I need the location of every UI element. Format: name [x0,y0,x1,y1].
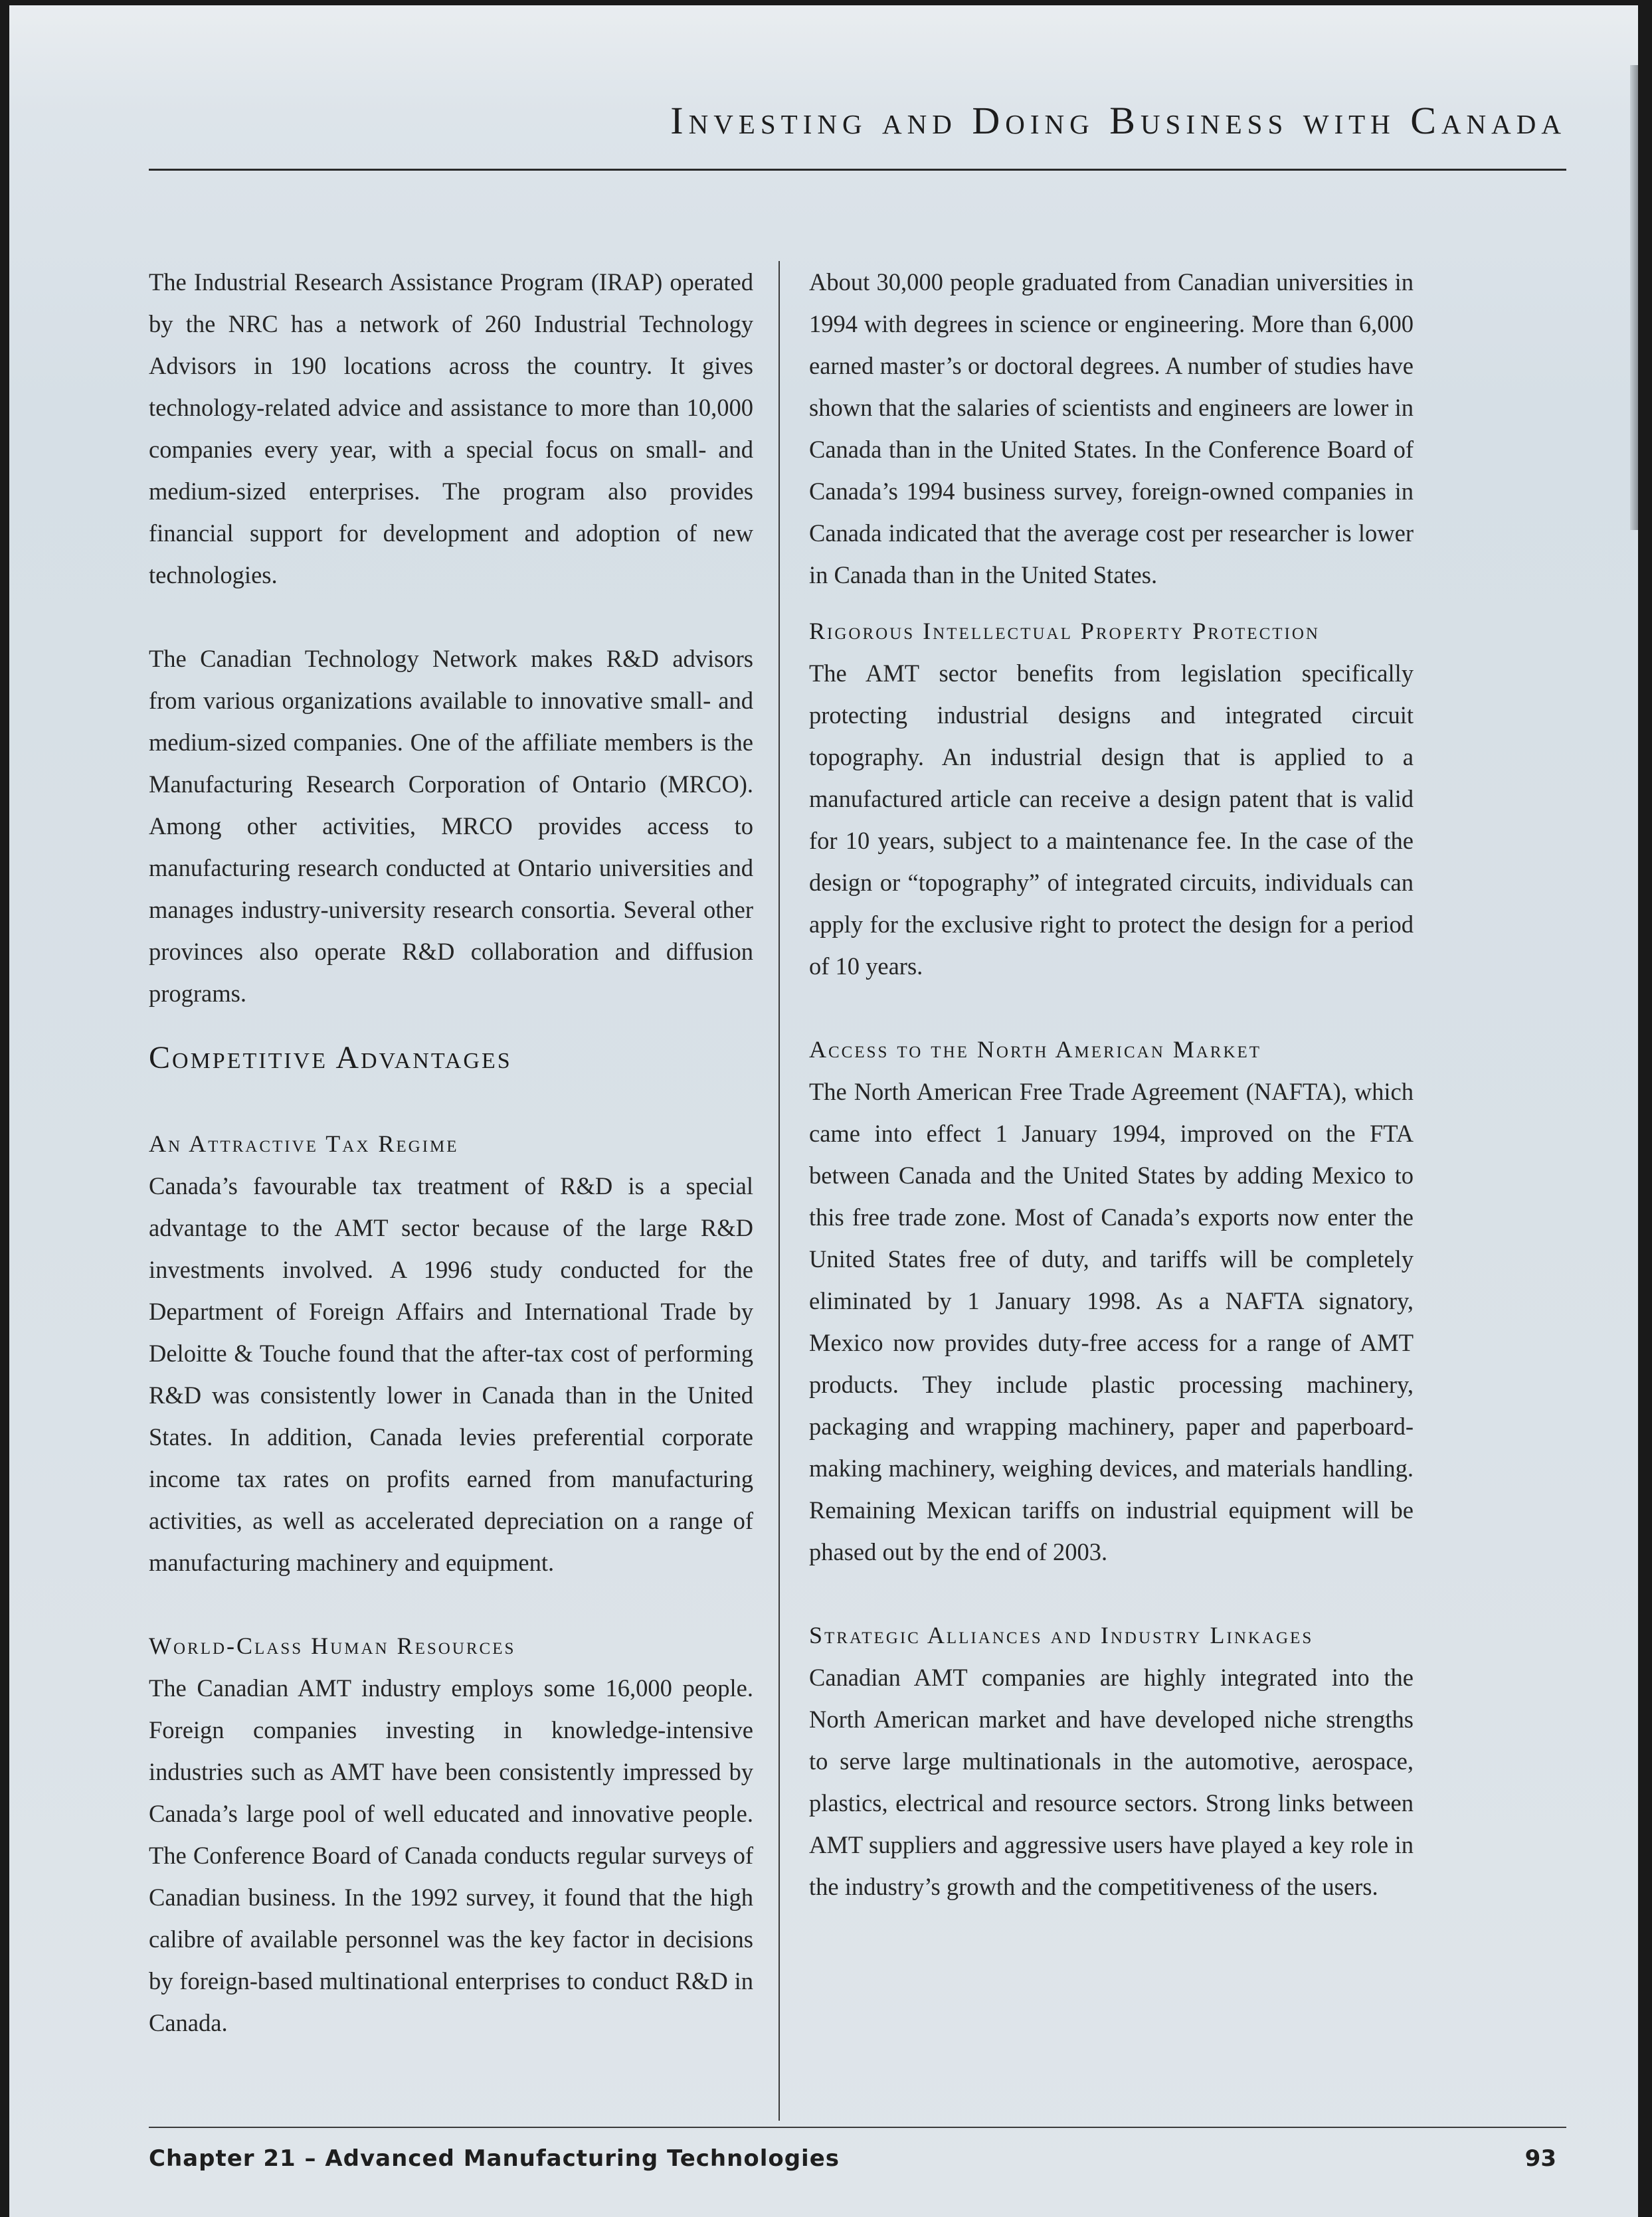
subheading-tax-regime: An Attractive Tax Regime [149,1130,459,1157]
column-divider [779,261,780,2121]
paragraph-ctn: The Canadian Technology Network makes R&D advisors from various organizations available to innovative small- and medium-sized companies. One of the affiliate members is the Manufacturing Research Corporation of Ontario (MRCO). Among other activities, MRCO provides access to manufacturing research conducted at Ontario universities and manages industry-university research consortia. Several other provinces also operate R&D collaboration and diffusion programs. [149,645,753,1007]
paragraph-gap [809,596,1414,610]
paragraph-gap [149,1583,753,1625]
right-column [809,261,1414,1907]
paragraph-north-american-market: The North American Free Trade Agreement (NAFTA), which came into effect 1 January 1994, improved on the FTA between Canada and the United States by adding Mexico to this free trade zone. Most of Canada’s exports now enter the United States free of duty, and tariffs will be completely eliminated by 1 January 1998. As a NAFTA signatory, Mexico now provides duty-free access for a range of AMT products. They include plastic processing machinery, packaging and wrapping machinery, paper and paperboard-making machinery, weighing devices, and materials handling. Remaining Mexican tariffs on industrial equipment will be phased out by the end of 2003. [809,1078,1414,1565]
header-rule [149,169,1566,171]
footer-rule [149,2127,1566,2128]
paragraph-gap [149,596,753,638]
subheading-ip-protection: Rigorous Intellectual Property Protection [809,618,1320,644]
paragraph-irap: The Industrial Research Assistance Program (IRAP) operated by the NRC has a network of 260 Industrial Technology Advisors in 190 locations across the country. It gives technology-related advice and assistance to more than 10,000 companies every year, with a special focus on small- and medium-sized enterprises. The program also provides financial support for development and adoption of new technologies. [149,268,753,588]
page-number: 93 [1524,2145,1556,2172]
subheading-strategic-alliances: Strategic Alliances and Industry Linkages [809,1622,1314,1648]
paragraph-tax-regime: Canada’s favourable tax treatment of R&D is a special advantage to the AMT sector because of the large R&D investments involved. A 1996 study conducted for the Department of Foreign Affairs and International Trade by Deloitte & Touche found that the after-tax cost of performing R&D was consistently lower in Canada than in the United States. In addition, Canada levies preferential corporate income tax rates on profits earned from manufacturing activities, as well as accelerated depreciation on a range of manufacturing machinery and equipment. [149,1172,753,1576]
page-edge-shadow [1630,65,1638,530]
document-page [9,5,1638,2217]
running-header: Investing and Doing Business with Canada [670,99,1566,142]
footer-chapter-title: Chapter 21 – Advanced Manufacturing Technologies [149,2145,840,2172]
paragraph-human-resources: The Canadian AMT industry employs some 16,000 people. Foreign companies investing in knowledge-intensive industries such as AMT have been consistently impressed by Canada’s large pool of well educated and innovative people. The Conference Board of Canada conducts regular surveys of Canadian business. In the 1992 survey, it found that the high calibre of available personnel was the key factor in decisions by foreign-based multinational enterprises to conduct R&D in Canada. [149,1674,753,2036]
paragraph-ip-protection: The AMT sector benefits from legislation specifically protecting industrial designs and integrated circuit topography. An industrial design that is applied to a manufactured article can receive a design patent that is valid for 10 years, subject to a maintenance fee. In the case of the design or “topography” of integrated circuits, individuals can apply for the exclusive right to protect the design for a period of 10 years. [809,660,1414,980]
paragraph-strategic-alliances: Canadian AMT companies are highly integrated into the North American market and have developed niche strengths to serve large multinationals in the automotive, aerospace, plastics, electrical and resource sectors. Strong links between AMT suppliers and aggressive users have played a key role in the industry’s growth and the competitiveness of the users. [809,1664,1414,1900]
paragraph-gap [809,987,1414,1029]
subheading-north-american-market: Access to the North American Market [809,1036,1262,1063]
section-heading: Competitive Advantages [149,1040,512,1075]
paragraph-graduates: About 30,000 people graduated from Canadian universities in 1994 with degrees in science or engineering. More than 6,000 earned master’s or doctoral degrees. A number of studies have shown that the salaries of scientists and engineers are lower in Canada than in the United States. In the Conference Board of Canada’s 1994 business survey, foreign-owned companies in Canada indicated that the average cost per researcher is lower in Canada than in the United States. [809,268,1414,588]
subheading-human-resources: World-Class Human Resources [149,1633,516,1659]
left-column [149,261,753,2044]
paragraph-gap [809,1573,1414,1615]
